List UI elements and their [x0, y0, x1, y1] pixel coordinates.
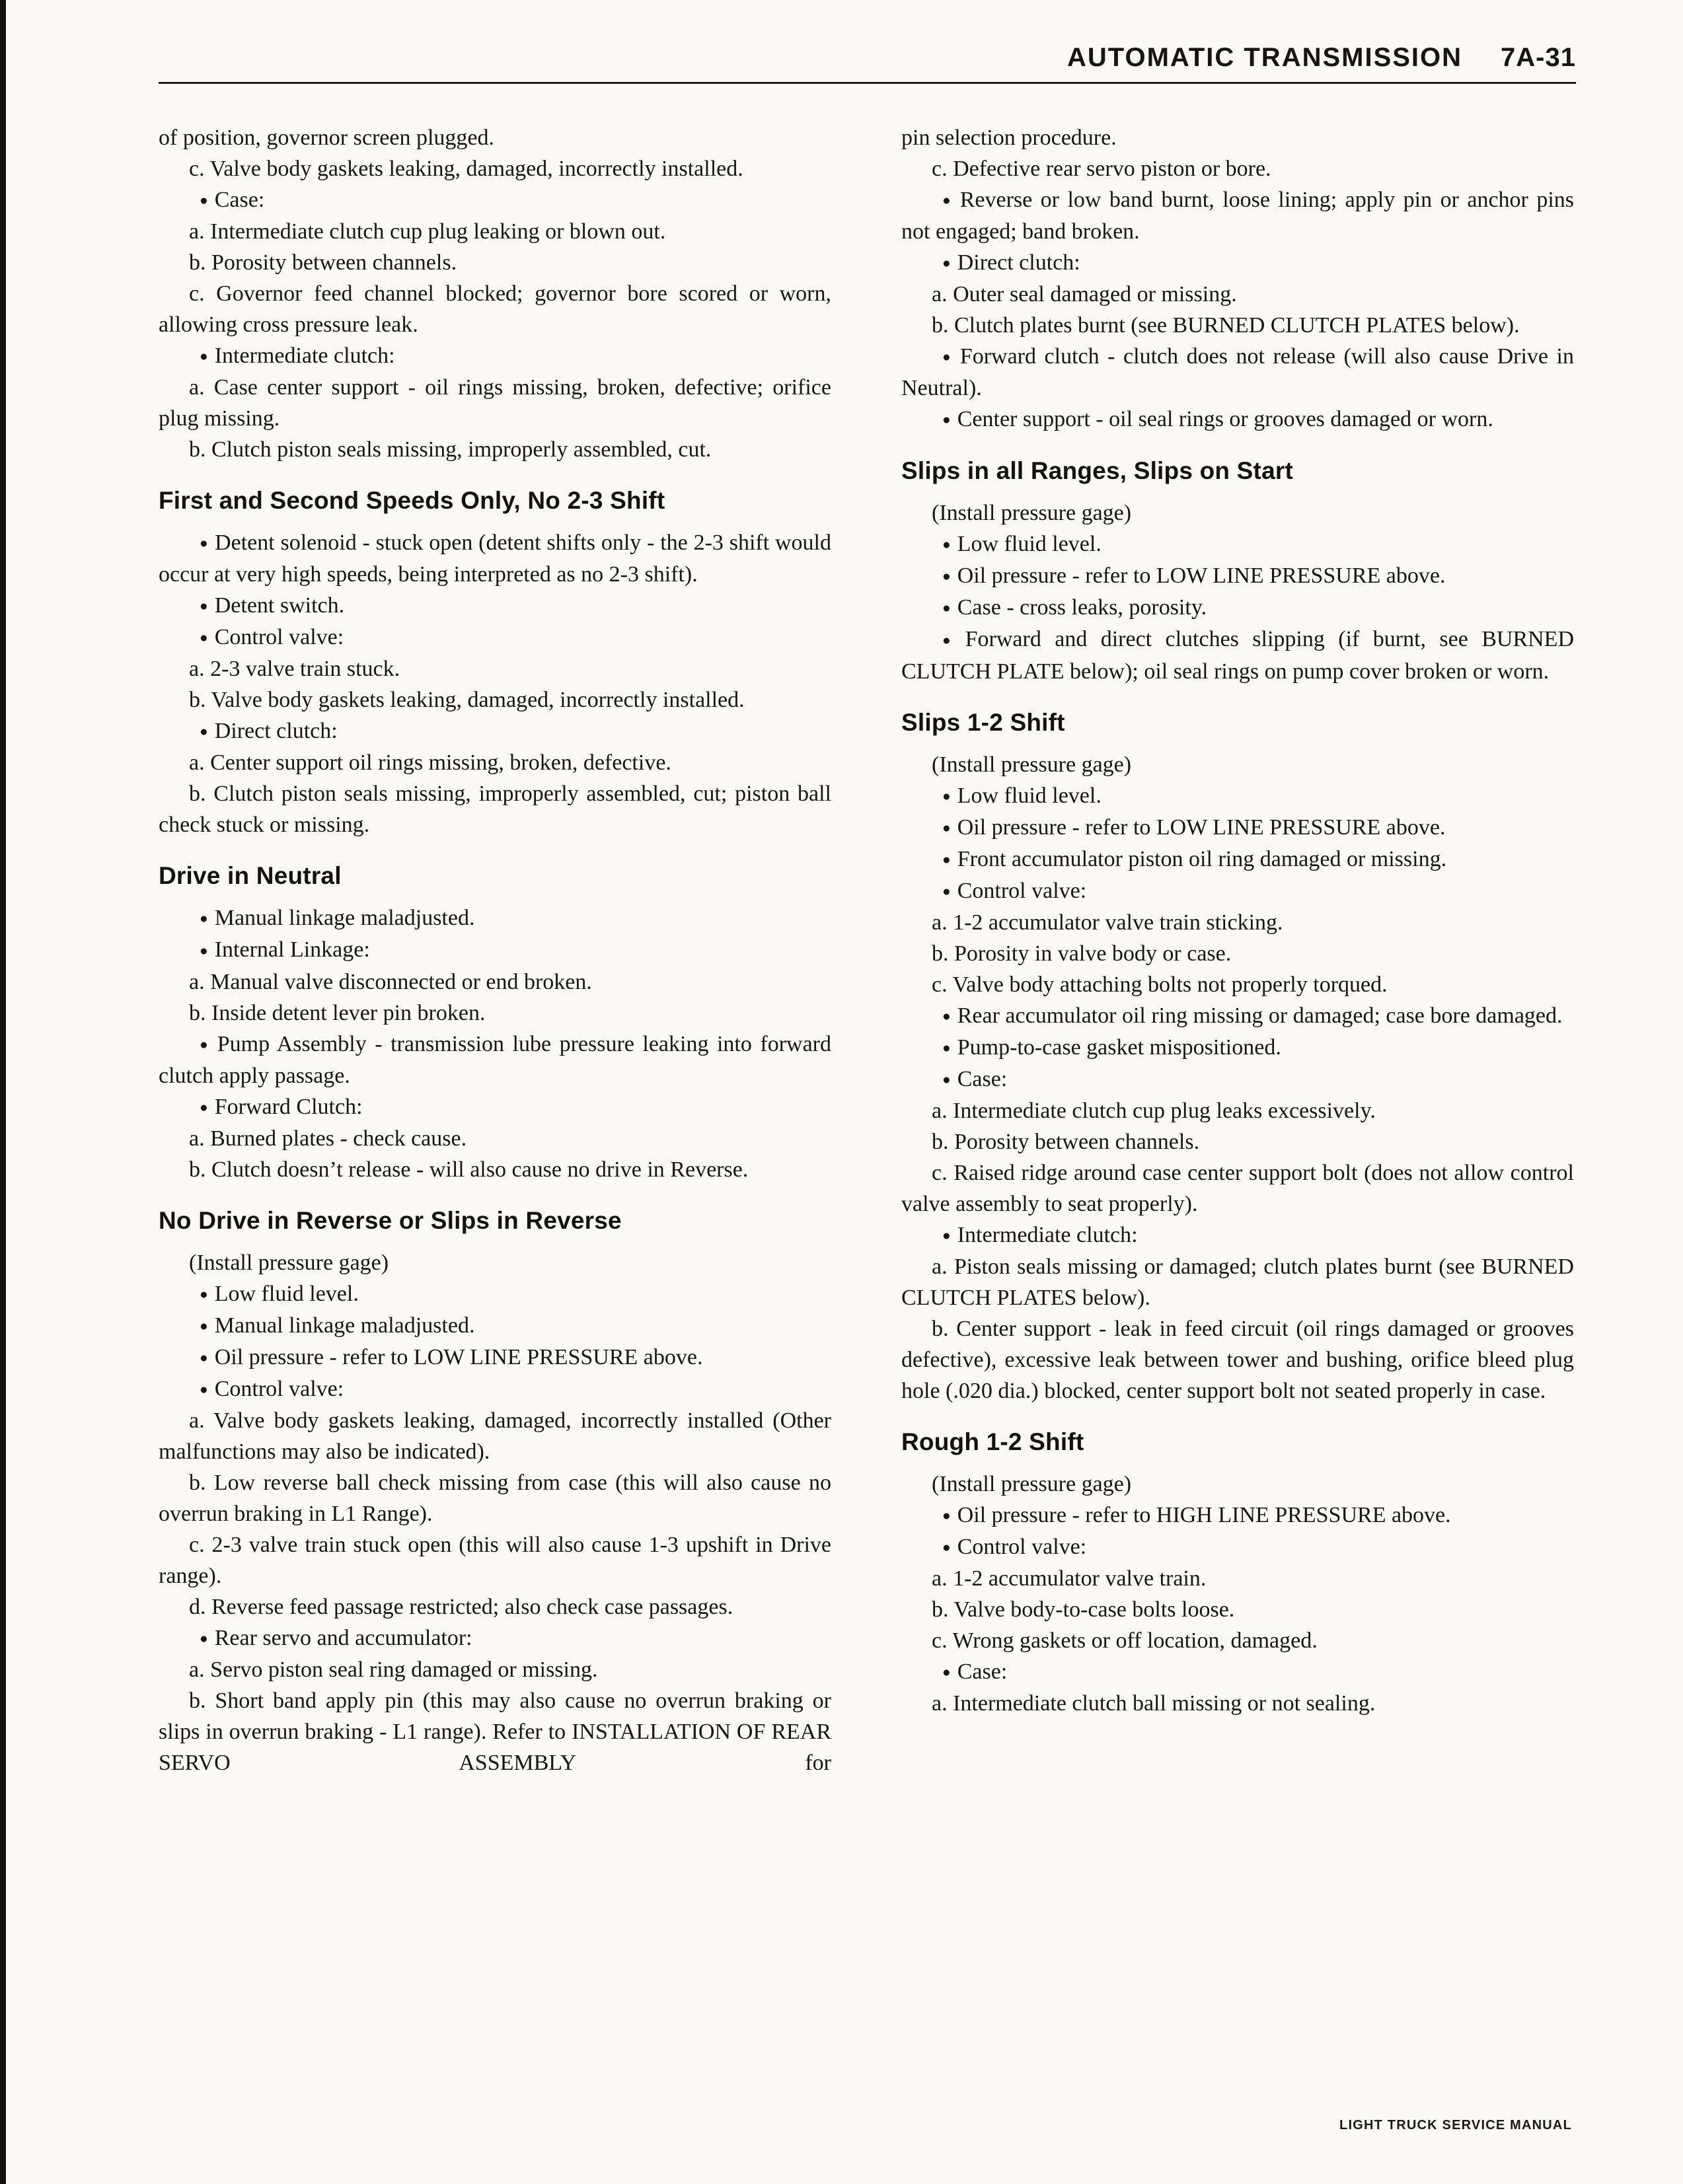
- paragraph: ● Manual linkage maladjusted.: [200, 906, 475, 931]
- section-heading: Slips 1-2 Shift: [901, 708, 1065, 736]
- paragraph: ● Low fluid level.: [200, 1281, 359, 1306]
- paragraph: b. Clutch doesn’t release - will also cause no drive in Reverse.: [189, 1157, 749, 1182]
- section-heading: First and Second Speeds Only, No 2-3 Shift: [159, 487, 665, 515]
- bullet-marker: ●: [200, 598, 208, 614]
- paragraph: a. 1-2 accumulator valve train sticking.: [932, 910, 1283, 935]
- bullet-marker: ●: [200, 1630, 208, 1646]
- paragraph: a. Valve body gaskets leaking, damaged, incorrectly installed (Other malfunctions may also be indicated).: [159, 1408, 831, 1464]
- bullet-marker: ●: [942, 349, 954, 365]
- paragraph: b. Porosity between channels.: [189, 250, 457, 275]
- bullet-marker: ●: [942, 536, 951, 553]
- paragraph: (Install pressure gage): [932, 1472, 1132, 1496]
- paragraph: ● Intermediate clutch:: [200, 344, 395, 369]
- paragraph: ● Pump Assembly - transmission lube pressure leaking into forward clutch apply passage.: [159, 1031, 831, 1088]
- paragraph: d. Reverse feed passage restricted; also check case passages.: [189, 1594, 733, 1619]
- section-heading: Slips in all Ranges, Slips on Start: [901, 457, 1293, 485]
- bullet-marker: ●: [942, 568, 951, 585]
- paragraph: of position, governor screen plugged.: [159, 126, 494, 150]
- paragraph: ● Forward and direct clutches slipping (if burnt, see BURNED CLUTCH PLATE below); oil seal rings on pump cover broken or worn.: [901, 627, 1575, 684]
- paragraph: ● Rear accumulator oil ring missing or damaged; case bore damaged.: [942, 1003, 1563, 1028]
- paragraph: c. Valve body gaskets leaking, damaged, incorrectly installed.: [189, 157, 743, 181]
- paragraph: b. Valve body gaskets leaking, damaged, incorrectly installed.: [189, 688, 745, 713]
- bullet-marker: ●: [942, 1007, 951, 1024]
- bullet-marker: ●: [942, 1508, 951, 1524]
- page: [159, 42, 1576, 1778]
- paragraph: ● Control valve:: [200, 625, 344, 650]
- paragraph: ● Oil pressure - refer to HIGH LINE PRESSURE above.: [942, 1503, 1451, 1527]
- paragraph: ● Oil pressure - refer to LOW LINE PRESSURE above.: [200, 1344, 703, 1369]
- bullet-marker: ●: [200, 942, 208, 959]
- paragraph: ● Center support - oil seal rings or grooves damaged or worn.: [942, 407, 1493, 432]
- bullet-marker: ●: [200, 1036, 211, 1052]
- bullet-marker: ●: [200, 192, 208, 209]
- paragraph: (Install pressure gage): [932, 501, 1132, 526]
- paragraph: b. Low reverse ball check missing from case (this will also cause no overrun braking in L1 Range).: [159, 1470, 831, 1526]
- paragraph: b. Short band apply pin (this may also cause no overrun braking or slips in overrun braking - L1 range). Refer to INSTALLATION OF REAR SERVO ASSEMBLY for: [159, 1688, 831, 1775]
- paragraph: ● Low fluid level.: [942, 532, 1102, 557]
- paragraph: ● Control valve:: [942, 878, 1087, 903]
- paragraph: a. Outer seal damaged or missing.: [932, 282, 1237, 307]
- paragraph: b. Center support - leak in feed circuit (oil rings damaged or grooves defective), excessive leak between tower and bushing, orifice bleed plug hole (.020 dia.) blocked, center support bolt not seated properly in case.: [901, 1317, 1574, 1403]
- bullet-marker: ●: [942, 1039, 951, 1056]
- bullet-marker: ●: [942, 1071, 951, 1087]
- paragraph: ● Direct clutch:: [942, 250, 1080, 275]
- paragraph: ● Direct clutch:: [200, 719, 338, 744]
- paragraph: b. Inside detent lever pin broken.: [189, 1000, 486, 1025]
- paragraph: ● Front accumulator piston oil ring damaged or missing.: [942, 846, 1447, 871]
- paragraph: a. 1-2 accumulator valve train.: [932, 1566, 1207, 1591]
- bullet-marker: ●: [942, 883, 951, 899]
- page-footer: LIGHT TRUCK SERVICE MANUAL: [1339, 2118, 1572, 2132]
- page-header-title: AUTOMATIC TRANSMISSION: [1066, 43, 1463, 72]
- paragraph: a. Burned plates - check cause.: [189, 1126, 467, 1151]
- paragraph: ● Case:: [942, 1659, 1008, 1685]
- bullet-marker: ●: [200, 1317, 208, 1334]
- paragraph: b. Clutch piston seals missing, improperly assembled, cut.: [189, 437, 712, 462]
- paragraph: ● Oil pressure - refer to LOW LINE PRESSURE above.: [942, 564, 1446, 589]
- paragraph: a. Piston seals missing or damaged; clutch plates burnt (see BURNED CLUTCH PLATES below).: [901, 1255, 1574, 1310]
- paragraph: ● Control valve:: [200, 1376, 344, 1401]
- paragraph: a. Case center support - oil rings missing, broken, defective; orifice plug missing.: [159, 375, 831, 431]
- paragraph: a. Center support oil rings missing, broken, defective.: [189, 750, 671, 776]
- paragraph: b. Porosity between channels.: [932, 1129, 1200, 1154]
- paragraph: a. Intermediate clutch cup plug leaks excessively.: [932, 1098, 1376, 1123]
- bullet-marker: ●: [200, 348, 208, 365]
- paragraph: pin selection procedure.: [901, 126, 1117, 150]
- column-right: [901, 122, 1574, 1778]
- paragraph: b. Porosity in valve body or case.: [932, 941, 1232, 966]
- paragraph: b. Clutch plates burnt (see BURNED CLUTCH PLATES below).: [932, 313, 1520, 338]
- paragraph: a. 2-3 valve train stuck.: [189, 657, 400, 682]
- paragraph: b. Clutch piston seals missing, improperly assembled, cut; piston ball check stuck or missing.: [159, 782, 831, 838]
- bullet-marker: ●: [942, 600, 951, 616]
- section-heading: No Drive in Reverse or Slips in Reverse: [159, 1206, 622, 1234]
- bullet-marker: ●: [200, 1381, 208, 1397]
- bullet-marker: ●: [942, 412, 951, 428]
- paragraph: c. 2-3 valve train stuck open (this will also cause 1-3 upshift in Drive range).: [159, 1532, 831, 1588]
- paragraph: c. Raised ridge around case center support bolt (does not allow control valve assembly to seat properly).: [901, 1160, 1574, 1216]
- bullet-marker: ●: [942, 632, 959, 648]
- bullet-marker: ●: [942, 1227, 951, 1243]
- content-columns: [159, 122, 1576, 1778]
- bullet-marker: ●: [942, 192, 954, 209]
- paragraph: c. Governor feed channel blocked; governor bore scored or worn, allowing cross pressure leak.: [159, 281, 831, 338]
- paragraph: ● Reverse or low band burnt, loose lining; apply pin or anchor pins not engaged; band broken.: [901, 188, 1574, 244]
- section-heading: Rough 1-2 Shift: [901, 1428, 1084, 1455]
- bullet-marker: ●: [942, 819, 951, 836]
- paragraph: ● Internal Linkage:: [200, 937, 370, 963]
- paragraph: a. Intermediate clutch ball missing or not sealing.: [932, 1691, 1376, 1716]
- paragraph: c. Defective rear servo piston or bore.: [932, 157, 1271, 181]
- page-number: 7A-31: [1501, 43, 1576, 72]
- scan-binding-edge: [0, 0, 6, 2184]
- paragraph: a. Intermediate clutch cup plug leaking or blown out.: [189, 219, 666, 244]
- paragraph: a. Manual valve disconnected or end broken.: [189, 969, 592, 994]
- header-rule: [159, 82, 1576, 84]
- bullet-marker: ●: [200, 630, 208, 646]
- bullet-marker: ●: [200, 1286, 208, 1302]
- column-left: [159, 122, 831, 1778]
- paragraph: (Install pressure gage): [932, 752, 1132, 777]
- paragraph: ● Control valve:: [942, 1535, 1087, 1560]
- paragraph: ● Manual linkage maladjusted.: [200, 1313, 475, 1338]
- paragraph: ● Pump-to-case gasket mispositioned.: [942, 1035, 1281, 1060]
- bullet-marker: ●: [942, 1664, 951, 1681]
- bullet-marker: ●: [200, 910, 208, 927]
- bullet-marker: ●: [200, 1099, 208, 1115]
- bullet-marker: ●: [942, 851, 951, 867]
- paragraph: ● Detent switch.: [200, 593, 345, 618]
- paragraph: c. Wrong gaskets or off location, damaged.: [932, 1628, 1318, 1654]
- paragraph: ● Low fluid level.: [942, 783, 1102, 808]
- paragraph: ● Detent solenoid - stuck open (detent shifts only - the 2-3 shift would occur at very high speeds, being interpreted as no 2-3 shift).: [159, 530, 831, 587]
- bullet-marker: ●: [200, 535, 209, 552]
- section-heading: Drive in Neutral: [159, 862, 342, 890]
- paragraph: ● Forward clutch - clutch does not release (will also cause Drive in Neutral).: [901, 344, 1575, 401]
- paragraph: (Install pressure gage): [189, 1250, 389, 1275]
- paragraph: ● Rear servo and accumulator:: [200, 1625, 472, 1650]
- paragraph: b. Valve body-to-case bolts loose.: [932, 1597, 1235, 1622]
- bullet-marker: ●: [200, 723, 208, 740]
- paragraph: c. Valve body attaching bolts not properly torqued.: [932, 972, 1388, 997]
- paragraph: ● Case:: [200, 188, 265, 212]
- paragraph: ● Case - cross leaks, porosity.: [942, 595, 1207, 620]
- paragraph: ● Oil pressure - refer to LOW LINE PRESSURE above.: [942, 815, 1446, 840]
- paragraph: a. Servo piston seal ring damaged or missing.: [189, 1657, 598, 1682]
- paragraph: ● Intermediate clutch:: [942, 1222, 1138, 1247]
- page-header: [159, 42, 1576, 73]
- bullet-marker: ●: [942, 255, 951, 272]
- bullet-marker: ●: [200, 1349, 208, 1365]
- paragraph: ● Forward Clutch:: [200, 1094, 363, 1119]
- paragraph: ● Case:: [942, 1066, 1008, 1091]
- bullet-marker: ●: [942, 787, 951, 804]
- bullet-marker: ●: [942, 1539, 951, 1556]
